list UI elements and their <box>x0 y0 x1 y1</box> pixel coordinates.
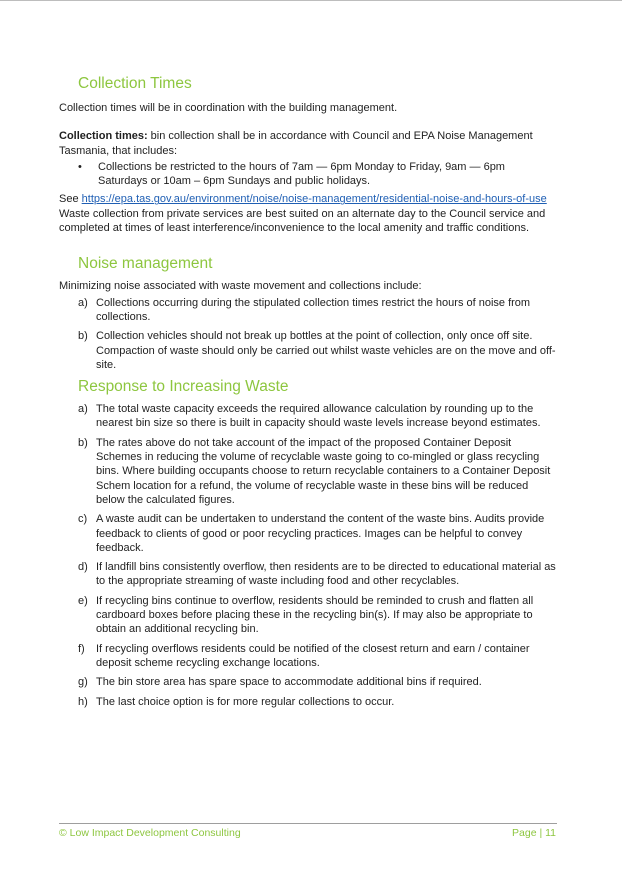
noise-list <box>59 296 557 372</box>
list-marker: f) <box>78 642 85 655</box>
heading-response-to-increasing-waste: Response to Increasing Waste <box>78 378 289 396</box>
collection-times-label: Collection times: <box>59 130 148 143</box>
list-item <box>59 436 557 507</box>
noise-intro: Minimizing noise associated with waste movement and collections include: <box>59 280 422 293</box>
list-item-text: Collection vehicles should not break up bottles at the point of collection, only once off site. Compaction of waste should only be carried out whilst waste vehicles are on the move and off-site. <box>96 330 556 371</box>
collection-intro: Collection times will be in coordination with the building management. <box>59 102 398 114</box>
list-item <box>59 160 557 189</box>
response-list <box>59 402 557 709</box>
list-item-text: The rates above do not take account of the impact of the proposed Container Deposit Schemes in reducing the volume of recyclable waste going to co-mingled or glass recycling bins. Where building occupants choose to return recyclable containers to a Container Deposit Schem location for a refund, the volume of recyclable waste in these bins will be reduced below the calculated figures. <box>96 436 551 506</box>
list-item-text: If recycling overflows residents could be notified of the closest return and earn / container deposit scheme recycling exchange locations. <box>96 642 530 669</box>
page-footer <box>59 823 557 839</box>
epa-noise-link[interactable]: https://epa.tas.gov.au/environment/noise/noise-management/residential-noise-and-hours-of-use <box>81 193 547 206</box>
see-prefix: See <box>59 193 82 206</box>
collection-times-text: bin collection shall be in accordance with Council and EPA Noise Management Tasmania, that includes: <box>59 130 533 157</box>
collection-times-paragraph <box>59 129 557 158</box>
bullet-dot: • <box>78 160 82 173</box>
list-marker: g) <box>78 676 88 689</box>
list-item <box>59 296 557 325</box>
footer-copyright: © Low Impact Development Consulting <box>59 827 241 839</box>
list-item-text: The bin store area has spare space to accommodate additional bins if required. <box>96 676 482 689</box>
list-item <box>59 512 557 555</box>
list-marker: d) <box>78 561 88 574</box>
list-item <box>59 642 557 671</box>
heading-collection-times: Collection Times <box>78 75 192 92</box>
list-marker: b) <box>78 436 88 449</box>
see-link-paragraph <box>59 192 557 206</box>
list-item-text: If recycling bins continue to overflow, residents should be reminded to crush and flatten all cardboard boxes before placing these in the recycling bin(s). If may also be appropriate to obtain an additional recycling bin. <box>96 594 534 636</box>
list-marker: e) <box>78 594 88 607</box>
list-item <box>59 402 557 431</box>
list-marker: h) <box>78 695 88 708</box>
list-item <box>59 675 557 689</box>
bullet-text: Collections be restricted to the hours of 7am — 6pm Monday to Friday, 9am — 6pm Saturdays or 10am – 6pm Sundays and public holidays. <box>98 160 505 188</box>
list-marker: c) <box>78 513 88 526</box>
list-item-text: A waste audit can be undertaken to understand the content of the waste bins. Audits provide feedback to clients of good or poor recycling practices. Images can be helpful to convey feedback. <box>96 513 545 554</box>
list-item-text: Collections occurring during the stipulated collection times restrict the hours of noise from collections. <box>96 296 531 323</box>
page-number: Page | 11 <box>512 827 556 839</box>
list-marker: a) <box>78 403 88 416</box>
list-item-text: The last choice option is for more regular collections to occur. <box>96 695 395 708</box>
list-item-text: If landfill bins consistently overflow, then residents are to be directed to educational material as to the appropriate streaming of waste including food and other recyclables. <box>96 561 556 588</box>
page-top-rule <box>0 0 622 1</box>
list-marker: b) <box>78 330 88 343</box>
list-item-text: The total waste capacity exceeds the required allowance calculation by rounding up to the nearest bin size so there is built in capacity should waste levels increase beyond estimates. <box>96 403 541 430</box>
heading-noise-management: Noise management <box>78 255 213 273</box>
list-marker: a) <box>78 296 88 309</box>
waste-collection-paragraph: Waste collection from private services are best suited on an alternate day to the Council service and completed at times of least interference/inconvenience to the local amenity and traffic conditions. <box>59 207 546 235</box>
document-body <box>59 74 557 714</box>
list-item <box>59 594 557 637</box>
list-item <box>59 329 557 372</box>
collection-hours-list <box>59 160 557 189</box>
list-item <box>59 560 557 589</box>
list-item <box>59 695 557 709</box>
